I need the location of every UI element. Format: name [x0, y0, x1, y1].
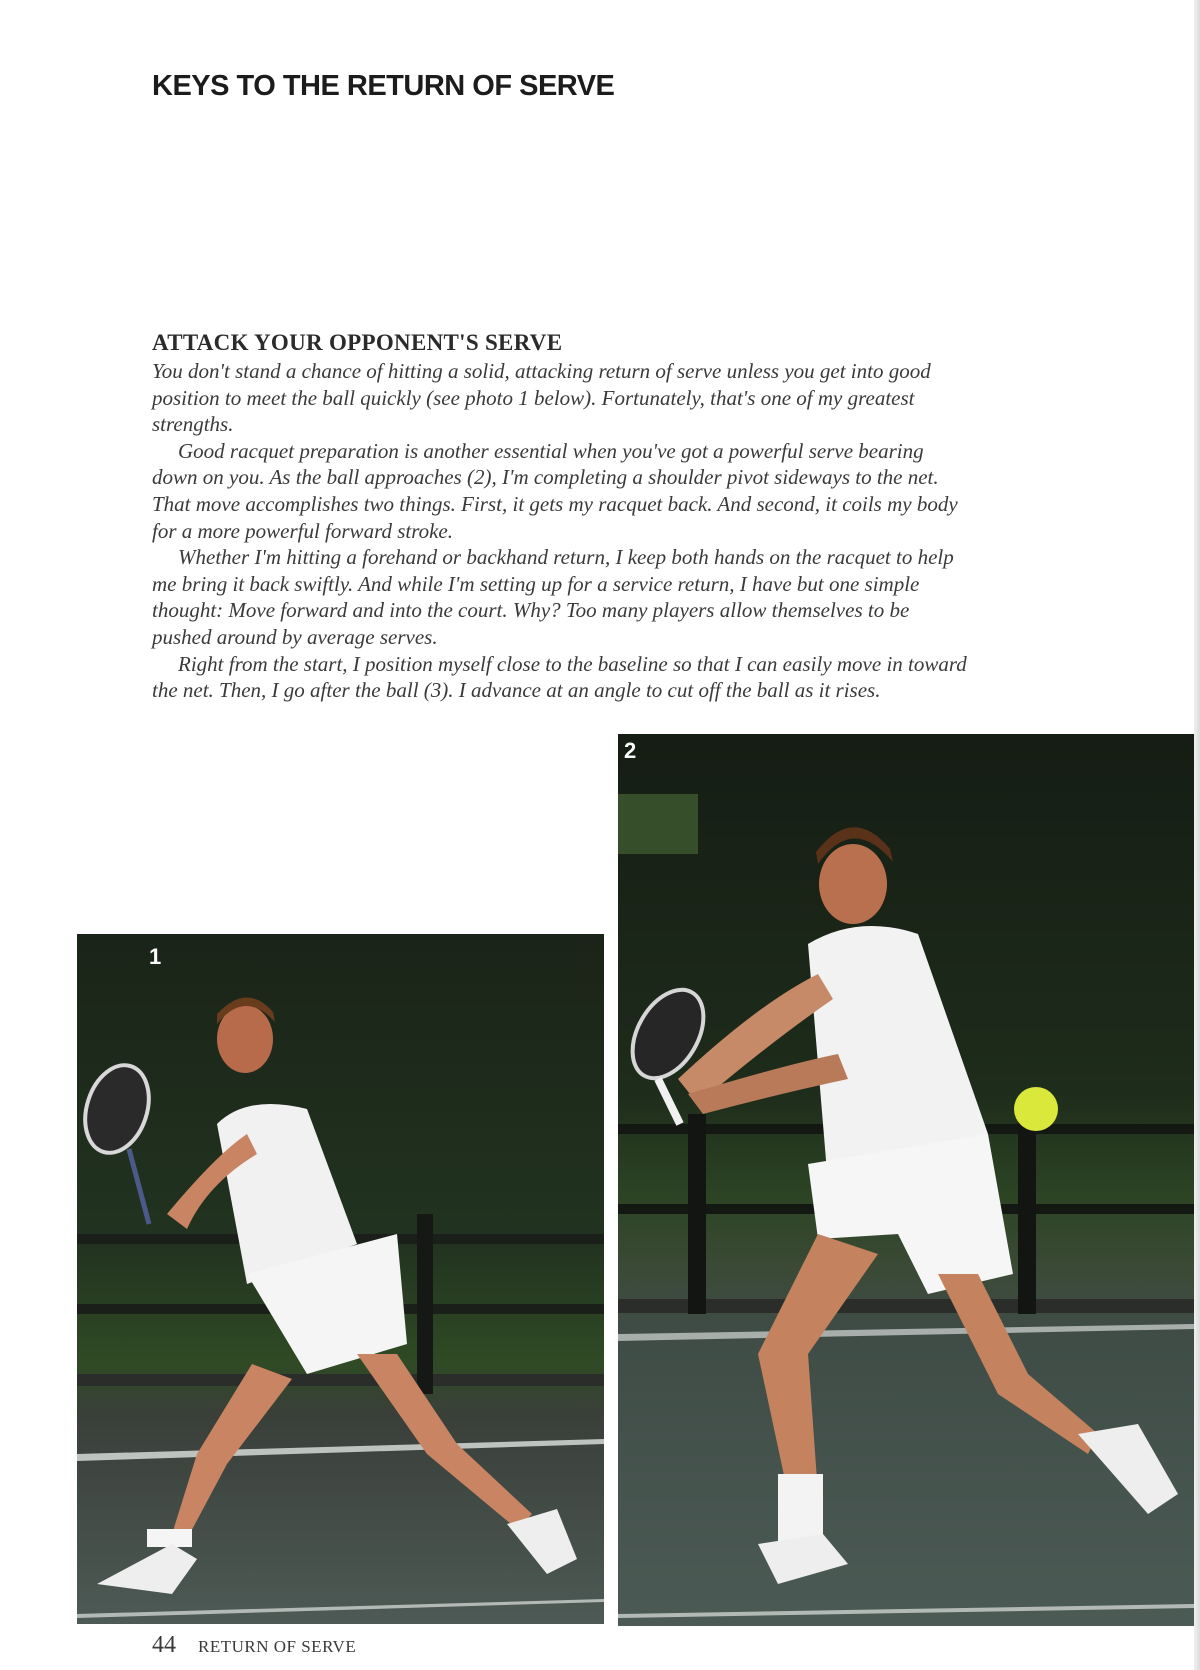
chapter-heading: KEYS TO THE RETURN OF SERVE — [152, 70, 615, 102]
photo-1-illustration — [77, 934, 604, 1624]
photo-2-number: 2 — [624, 738, 637, 763]
body-text — [152, 358, 968, 704]
page-edge — [1194, 0, 1200, 1670]
photo-1-number: 1 — [149, 944, 162, 969]
paragraph-4: Right from the start, I position myself close to the baseline so that I can easily move in toward the net. Then, I go after the ball (3). I advance at an angle to cut off the ball as it rises. — [152, 651, 967, 703]
section-heading: ATTACK YOUR OPPONENT'S SERVE — [152, 330, 563, 355]
photo-2-illustration — [618, 734, 1194, 1626]
paragraph-1: You don't stand a chance of hitting a solid, attacking return of serve unless you get into good position to meet the ball quickly (see photo 1 below). Fortunately, that's one of my greatest strengths. — [152, 359, 931, 437]
photo-2 — [618, 734, 1194, 1626]
running-head: RETURN OF SERVE — [198, 1637, 357, 1656]
paragraph-2: Good racquet preparation is another essential when you've got a powerful serve bearing down on you. As the ball approaches (2), I'm completing a shoulder pivot sideways to the net. That move accomplishes two things. First, it gets my racquet back. And second, it coils my body for a more powerful forward stroke. — [152, 438, 958, 543]
page-number: 44 — [152, 1632, 176, 1658]
page-footer — [152, 1632, 356, 1659]
paragraph-3: Whether I'm hitting a forehand or backhand return, I keep both hands on the racquet to help me bring it back swiftly. And while I'm setting up for a service return, I have but one simple thought: Move forward and into the court. Why? Too many players allow themselves to be pushed around by average serves. — [152, 545, 954, 649]
photo-1 — [77, 934, 604, 1624]
